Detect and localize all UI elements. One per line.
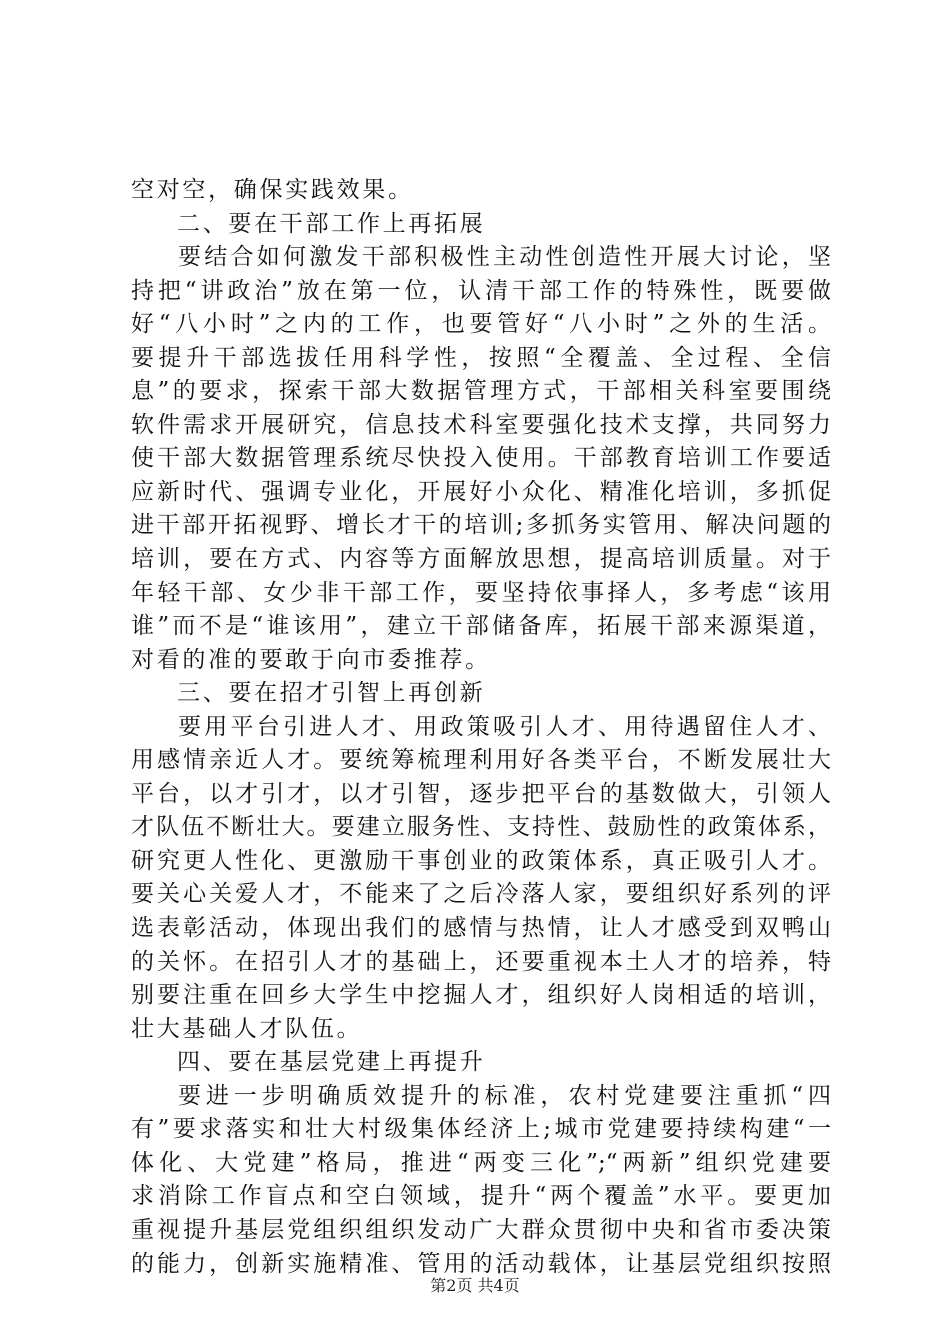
paragraph-line: 体化、大党建”格局，推进“两变三化”;“两新”组织党建要 <box>131 1149 831 1176</box>
section-heading: 三、要在招才引智上再创新 <box>177 680 486 707</box>
paragraph-line: 对看的准的要敢于向市委推荐。 <box>131 646 491 673</box>
paragraph-line: 有”要求落实和壮大村级集体经济上;城市党建要持续构建“一 <box>131 1116 831 1143</box>
paragraph-line: 软件需求开展研究，信息技术科室要强化技术支撑，共同努力 <box>131 411 831 438</box>
paragraph-line: 选表彰活动，体现出我们的感情与热情，让人才感受到双鸭山 <box>131 915 831 942</box>
paragraph-line: 要关心关爱人才，不能来了之后冷落人家，要组织好系列的评 <box>131 881 831 908</box>
paragraph-line: 要提升干部选拔任用科学性，按照“全覆盖、全过程、全信 <box>131 344 831 371</box>
paragraph-line: 要结合如何激发干部积极性主动性创造性开展大讨论，坚 <box>178 244 831 271</box>
paragraph-line: 壮大基础人才队伍。 <box>131 1015 363 1042</box>
section-heading: 二、要在干部工作上再拓展 <box>177 210 486 237</box>
paragraph-line: 息”的要求，探索干部大数据管理方式，干部相关科室要围绕 <box>131 378 831 405</box>
paragraph-line: 要用平台引进人才、用政策吸引人才、用待遇留住人才、 <box>178 713 831 740</box>
paragraph-line: 研究更人性化、更激励干事创业的政策体系，真正吸引人才。 <box>131 847 831 874</box>
page-footer <box>0 1276 950 1296</box>
paragraph-line: 才队伍不断壮大。要建立服务性、支持性、鼓励性的政策体系， <box>131 814 831 841</box>
paragraph-line: 的关怀。在招引人才的基础上，还要重视本土人才的培养，特 <box>131 948 831 975</box>
paragraph-line: 谁”而不是“谁该用”，建立干部储备库，拓展干部来源渠道， <box>131 613 831 640</box>
paragraph-line: 的能力，创新实施精准、管用的活动载体，让基层党组织按照 <box>131 1250 831 1277</box>
paragraph-line: 应新时代、强调专业化，开展好小众化、精准化培训，多抓促 <box>131 478 831 505</box>
paragraph-line: 持把“讲政治”放在第一位，认清干部工作的特殊性，既要做 <box>131 277 831 304</box>
paragraph-line: 要进一步明确质效提升的标准，农村党建要注重抓“四 <box>178 1082 831 1109</box>
paragraph-line: 进干部开拓视野、增长才干的培训;多抓务实管用、解决问题的 <box>131 512 831 539</box>
document-body <box>131 174 831 1281</box>
paragraph-line: 年轻干部、女少非干部工作，要坚持依事择人，多考虑“该用 <box>131 579 831 606</box>
paragraph-line: 好“八小时”之内的工作，也要管好“八小时”之外的生活。 <box>131 311 831 338</box>
paragraph-line: 平台，以才引才，以才引智，逐步把平台的基数做大，引领人 <box>131 780 831 807</box>
paragraph-line: 用感情亲近人才。要统筹梳理利用好各类平台，不断发展壮大 <box>131 747 831 774</box>
paragraph-line: 求消除工作盲点和空白领域，提升“两个覆盖”水平。要更加 <box>131 1183 831 1210</box>
paragraph-line: 培训，要在方式、内容等方面解放思想，提高培训质量。对于 <box>131 546 831 573</box>
page-number-label: 第2页 共4页 <box>430 1276 520 1295</box>
paragraph-line: 别要注重在回乡大学生中挖掘人才，组织好人岗相适的培训， <box>131 982 831 1009</box>
paragraph-line: 空对空，确保实践效果。 <box>131 177 414 203</box>
paragraph-line: 使干部大数据管理系统尽快投入使用。干部教育培训工作要适 <box>131 445 831 472</box>
section-heading: 四、要在基层党建上再提升 <box>177 1049 486 1076</box>
paragraph-line: 重视提升基层党组织组织发动广大群众贯彻中央和省市委决策 <box>131 1216 831 1243</box>
